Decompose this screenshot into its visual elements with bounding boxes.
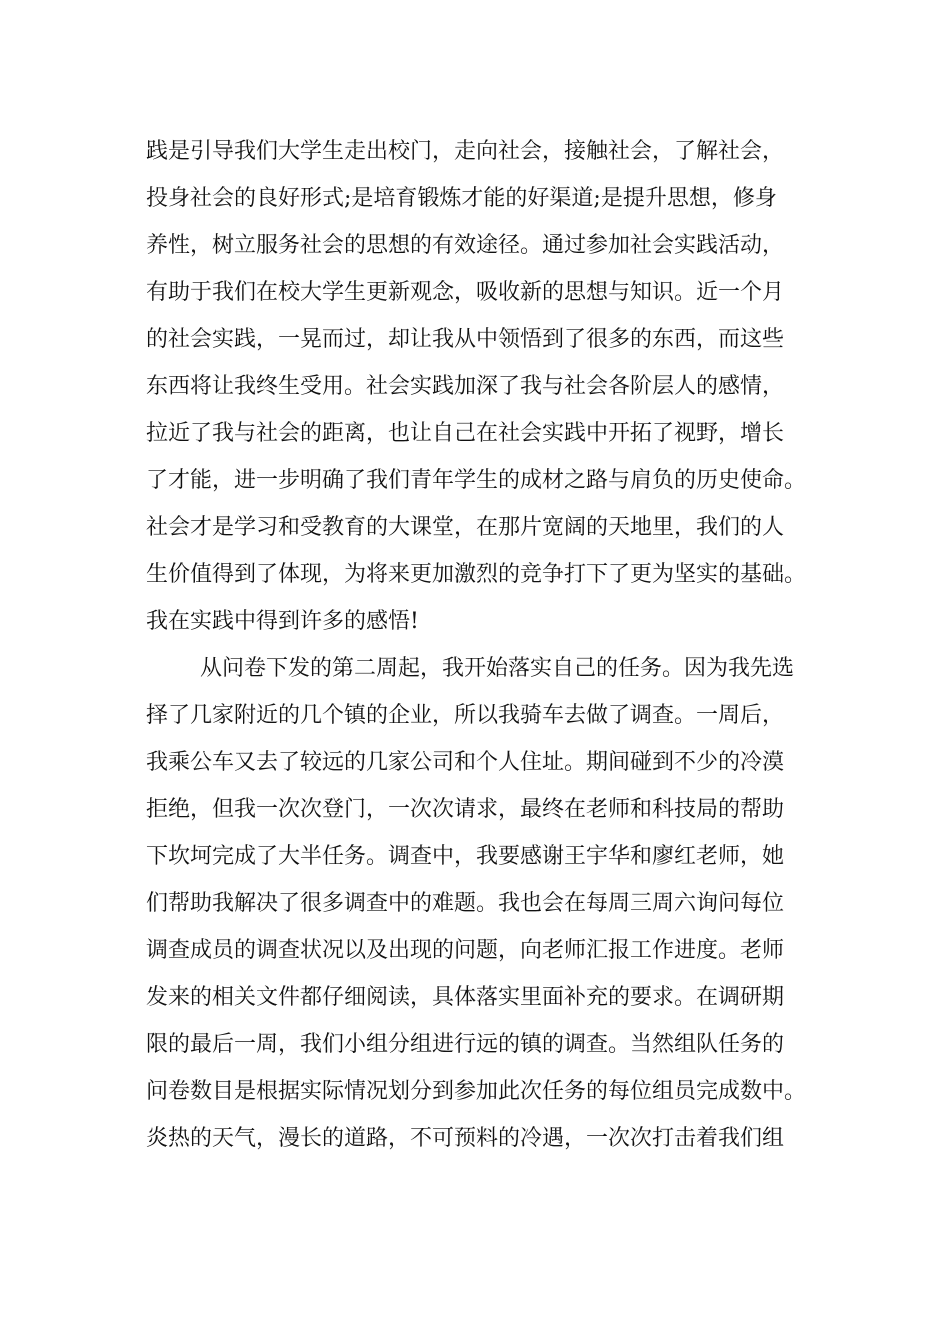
- document-body: [146, 128, 826, 1162]
- text-line: 择了几家附近的几个镇的企业，所以我骑车去做了调查。一周后，: [146, 703, 785, 728]
- text-line: 有助于我们在校大学生更新观念，吸收新的思想与知识。近一个月: [146, 280, 785, 305]
- text-line: 东西将让我终生受用。社会实践加深了我与社会各阶层人的感情，: [146, 374, 785, 399]
- text-line: 下坎坷完成了大半任务。调查中，我要感谢王宇华和廖红老师，她: [146, 844, 785, 869]
- text-line: 拉近了我与社会的距离，也让自己在社会实践中开拓了视野，增长: [146, 421, 785, 446]
- text-line: 拒绝，但我一次次登门，一次次请求，最终在老师和科技局的帮助: [146, 797, 785, 822]
- paragraph-1: [146, 128, 826, 645]
- text-line: 问卷数目是根据实际情况划分到参加此次任务的每位组员完成数中。: [146, 1079, 807, 1104]
- text-line: 我在实践中得到许多的感悟!: [146, 609, 419, 634]
- text-line: 从问卷下发的第二周起，我开始落实自己的任务。因为我先选: [200, 656, 795, 681]
- text-line: 炎热的天气，漫长的道路，不可预料的冷遇，一次次打击着我们组: [146, 1126, 785, 1151]
- text-line: 限的最后一周，我们小组分组进行远的镇的调查。当然组队任务的: [146, 1032, 785, 1057]
- text-line: 践是引导我们大学生走出校门，走向社会，接触社会，了解社会，: [146, 139, 785, 164]
- text-line: 调查成员的调查状况以及出现的问题，向老师汇报工作进度。老师: [146, 938, 785, 963]
- text-line: 养性，树立服务社会的思想的有效途径。通过参加社会实践活动，: [146, 233, 785, 258]
- paragraph-2: [146, 645, 826, 1162]
- text-line: 社会才是学习和受教育的大课堂，在那片宽阔的天地里，我们的人: [146, 515, 785, 540]
- text-line: 了才能，进一步明确了我们青年学生的成材之路与肩负的历史使命。: [146, 468, 807, 493]
- text-line: 发来的相关文件都仔细阅读，具体落实里面补充的要求。在调研期: [146, 985, 785, 1010]
- text-line: 的社会实践，一晃而过，却让我从中领悟到了很多的东西，而这些: [146, 327, 785, 352]
- text-line: 投身社会的良好形式;是培育锻炼才能的好渠道;是提升思想，修身: [146, 186, 777, 211]
- text-line: 生价值得到了体现，为将来更加激烈的竞争打下了更为坚实的基础。: [146, 562, 807, 587]
- text-line: 们帮助我解决了很多调查中的难题。我也会在每周三周六询问每位: [146, 891, 785, 916]
- text-line: 我乘公车又去了较远的几家公司和个人住址。期间碰到不少的冷漠: [146, 750, 785, 775]
